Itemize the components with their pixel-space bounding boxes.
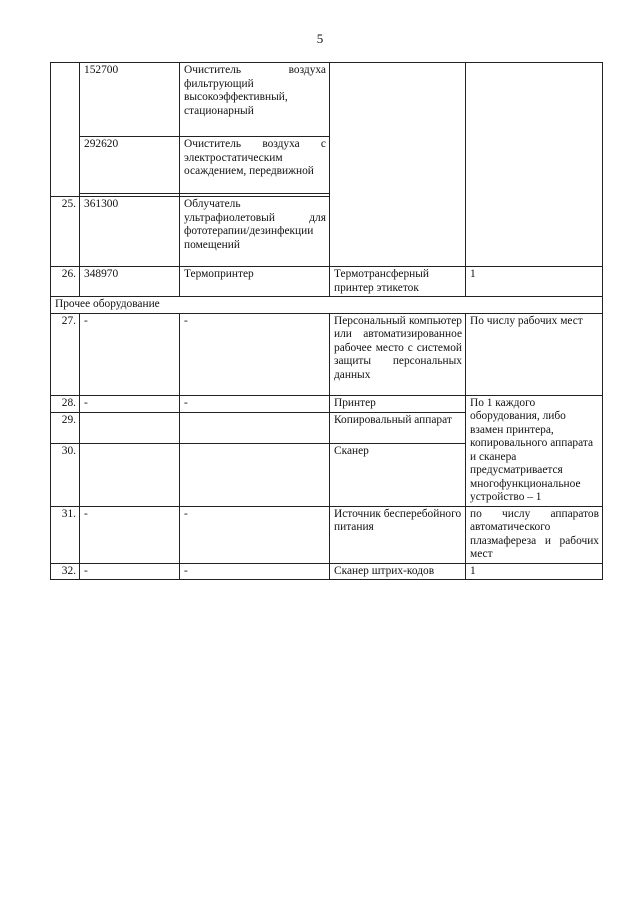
- code-cell: [80, 443, 180, 506]
- equipment-cell: Источник бесперебойного питания: [330, 506, 466, 563]
- equipment-cell: Персональный компьютер или автоматизированное рабочее место с системой защиты персональных данных: [330, 313, 466, 395]
- table-row: [51, 563, 603, 580]
- table-row: [51, 313, 603, 395]
- section-row: [51, 297, 603, 314]
- quantity-cell: [466, 63, 603, 267]
- name-cell: -: [180, 563, 330, 580]
- row-number: 31.: [51, 506, 80, 563]
- code-cell: -: [80, 313, 180, 395]
- code-cell: -: [80, 395, 180, 413]
- table-row: [51, 506, 603, 563]
- page-number: 5: [316, 31, 324, 46]
- name-cell: -: [180, 506, 330, 563]
- equipment-cell: Копировальный аппарат: [330, 413, 466, 443]
- code-cell: -: [80, 563, 180, 580]
- row-number: 27.: [51, 313, 80, 395]
- table-row: [51, 395, 603, 413]
- section-title: Прочее оборудование: [51, 297, 603, 314]
- code-cell: 361300: [80, 197, 180, 267]
- name-cell: Очиститель воздуха фильтрующий высокоэффективный, стационарный: [180, 63, 330, 137]
- equipment-cell: Сканер: [330, 443, 466, 506]
- quantity-cell: По 1 каждого оборудования, либо взамен принтера, копировального аппарата и сканера предусматривается многофункциональное устройство – 1: [466, 395, 603, 506]
- equipment-cell: Принтер: [330, 395, 466, 413]
- name-cell: [180, 443, 330, 506]
- row-number: 32.: [51, 563, 80, 580]
- code-cell: 152700: [80, 63, 180, 137]
- name-cell: -: [180, 313, 330, 395]
- name-cell: [180, 413, 330, 443]
- row-number: 29.: [51, 413, 80, 443]
- row-number: 28.: [51, 395, 80, 413]
- row-number: [51, 63, 80, 197]
- row-number: 30.: [51, 443, 80, 506]
- code-cell: [80, 413, 180, 443]
- row-number: 25.: [51, 197, 80, 267]
- table-row: [51, 267, 603, 297]
- code-cell: 348970: [80, 267, 180, 297]
- equipment-table: [50, 62, 603, 580]
- quantity-cell: 1: [466, 563, 603, 580]
- equipment-cell: Термотрансферный принтер этикеток: [330, 267, 466, 297]
- equipment-cell: Сканер штрих-кодов: [330, 563, 466, 580]
- row-number: 26.: [51, 267, 80, 297]
- name-cell: Очиститель воздуха с электростатическим осаждением, передвижной: [180, 137, 330, 194]
- name-cell: Облучатель ультрафиолетовый для фототерапии/дезинфекции помещений: [180, 197, 330, 267]
- quantity-cell: 1: [466, 267, 603, 297]
- name-cell: -: [180, 395, 330, 413]
- table-row: [51, 63, 603, 137]
- equipment-cell: [330, 63, 466, 267]
- code-cell: 292620: [80, 137, 180, 194]
- name-cell: Термопринтер: [180, 267, 330, 297]
- quantity-cell: По числу рабочих мест: [466, 313, 603, 395]
- code-cell: -: [80, 506, 180, 563]
- quantity-cell: по числу аппаратов автоматического плазмафереза и рабочих мест: [466, 506, 603, 563]
